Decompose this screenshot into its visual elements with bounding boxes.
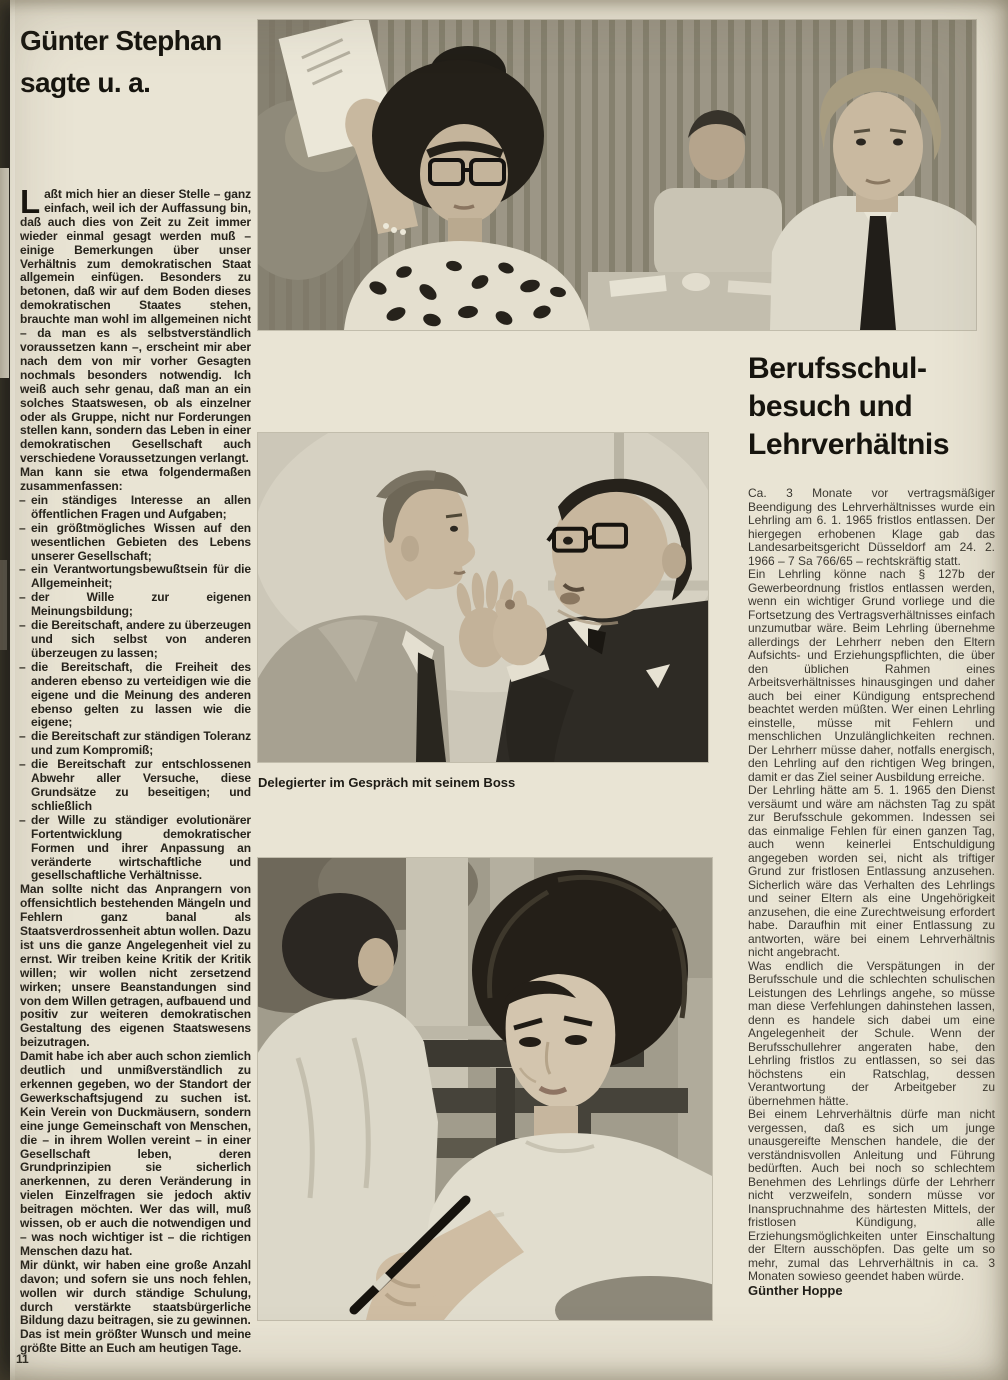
photo-conference-audience	[258, 20, 976, 330]
page-number: 11	[16, 1352, 29, 1366]
paragraph: Damit habe ich aber auch schon ziemlich deutlich und unmißverständlich zu erkennen gegeben, wo der Standort der Gewerkschaftsjugend zu suchen ist. Kein Verein von Duckmäusern, sondern eine junge Gemeinschaft von Menschen, die – in ihrem Wollen vereint – in einer Gesellschaft leben, deren Grundprinzipien sie sicherlich anerkennen, zu deren Veränderung in vielen Einzelfragen sie jedoch aktiv beitragen möchten. Wer das will, muß wissen, ob er auch die notwendigen und – was noch wichtiger ist – die richtigen Menschen dazu hat.	[20, 1049, 251, 1258]
page-gutter	[10, 0, 15, 1380]
paragraph: Man sollte nicht das Anprangern von offensichtlich bestehenden Mängeln und Fehlern ganz banal als Staatsverdrossenheit abtun wollen. Dazu ist uns die ganze Angelegenheit viel zu ernst. Wir treiben keine Kritik der Kritik willen; wir wollen nicht zersetzend wirken; unsere Beanstandungen sind von dem Willen getragen, aufbauend und positiv zur weiteren demokratischen Gestaltung des eigenen Staatswesens beizutragen.	[20, 882, 251, 1050]
previous-page-fragment	[0, 168, 9, 378]
left-article-title	[20, 20, 255, 104]
photo-woman-taking-notes-image	[258, 858, 712, 1320]
list-item: – der Wille zu ständiger evolutionärer Fortentwicklung demokratischer Formen und ihrer Anpassung an veränderte wirtschaftliche und gesellschaftliche Verhältnisse.	[20, 814, 251, 884]
photo-caption: Delegierter im Gespräch mit seinem Boss	[258, 775, 516, 790]
list-item: – die Bereitschaft zur ständigen Toleranz und zum Kompromiß;	[20, 730, 251, 758]
photo-conference-audience-image	[258, 20, 976, 330]
author-signature: Günther Hoppe	[748, 1282, 843, 1298]
left-article-title-line1: Günter Stephan	[20, 25, 222, 56]
paragraph: Mir dünkt, wir haben eine große Anzahl davon; und sofern sie uns noch fehlen, wollen wir durch ständige Schulung, durch verstärkte staatsbürgerliche Bildung dazu beitragen, sie zu gewinnen.	[20, 1257, 251, 1328]
list-item: – ein ständiges Interesse an allen öffentlichen Fragen und Aufgaben;	[20, 494, 251, 522]
list-item: – ein Verantwortungsbewußtsein für die Allgemeinheit;	[20, 563, 251, 591]
paragraph: Bei einem Lehrverhältnis dürfe man nicht vergessen, daß es sich um junge unausgereifte Menschen handele, die der verständnisvollen Anleitung und Führung bedürften. Auch bei noch so schlechtem Benehmen des Lehrlings dürfe der Lehrherr nicht verzweifeln, sondern müsse vor Inanspruchnahme des härtesten Mittels, der fristlosen Kündigung, alle Erziehungsmöglichkeiten unter Einschaltung der Eltern ausschöpfen. Das gelte um so mehr, zumal das Lehrverhältnis in ca. 3 Monaten sowieso geendet haben würde.	[748, 1107, 995, 1283]
right-article-title-line3: Lehrverhältnis	[748, 428, 950, 461]
paragraph: Was endlich die Verspätungen in der Berufsschule und die schlechten schulischen Leistungen des Lehrlings angehe, so müsse man diese Verfehlungen dahinstehen lassen, denn es handele sich dabei um eine Angelegenheit der Schule. Wenn der Berufsschullehrer angeraten habe, den Lehrling fristlos zu entlassen, so sei das höchstens ein Ratschlag, dessen Verantwortung der Arbeitgeber zu übernehmen hätte.	[748, 958, 995, 1108]
right-article-title	[748, 350, 998, 464]
list-item: – die Bereitschaft, andere zu überzeugen und sich selbst von anderen überzeugen zu lassen;	[20, 619, 251, 661]
right-article-title-line1: Berufsschul-	[748, 352, 927, 385]
summary-lead: Man kann sie etwa folgendermaßen zusammenfassen:	[20, 465, 251, 494]
left-article-body	[20, 183, 251, 1356]
right-article-title-line2: besuch und	[748, 390, 913, 423]
paragraph: Ein Lehrling könne nach § 127b der Gewerbeordnung fristlos entlassen werden, wenn ein wichtiger Grund vorliege und die Fortsetzung des Vertragsverhältnisses einfach unzumutbar wäre. Beim Lehrling übernehme allerdings der Lehrherr neben den Eltern Aufsichts- und Erziehungspflichten, die über den üblichen Rahmen eines Arbeitsverhältnisses hinausgingen und daher auch bei einer Kündigung entsprechend beachtet werden müßten. Wer einen Lehrling einstelle, müsse mit Fehlern und menschlichen Unzulänglichkeiten rechnen. Der Lehrherr müsse daher, notfalls energisch, den Lehrling auf den richtigen Weg bringen, damit er das Ziel seiner Ausbildung erreiche.	[748, 567, 995, 784]
paragraph: Der Lehrling hätte am 5. 1. 1965 den Dienst versäumt und wäre am nächsten Tag zu spät zur Berufsschule gekommen. Indessen sei das einmalige Fehlen für einen ganzen Tag, auch wenn keinerlei Entschuldigung angegeben worden sei, nicht als triftiger Grund zur fristlosen Entlassung anzusehen. Sicherlich wäre das Verhalten des Lehrlings und seiner Eltern als eine Ungehörigkeit anzusehen, die eine Zurechtweisung erfordert habe. Daraufhin mit einer Entlassung zu antworten, wäre bei einem Lehrverhältnis nicht angebracht.	[748, 783, 995, 959]
intro-text: aßt mich hier an dieser Stelle – ganz einfach, weil ich der Auffassung bin, daß auch dies von Zeit zu Zeit immer wieder einmal gesagt werden muß – einige Bemerkungen über unser Verhältnis zum demokratischen Staat allgemein einfügen. Besonders zu betonen, daß wir auf dem Boden dieses demokratischen Staates stehen, brauchte man wohl im allgemeinen nicht – da man es als selbstverständlich voraussetzen kann –, erscheint mir aber nach dem von mir vorher Gesagten nochmals besonders notwendig. Ich weiß auch sehr genau, daß man an ein solches Staatswesen, ob als einzelner oder als Gruppe, nicht nur Forderungen stellen kann, sondern das Leben in einer demokratischen Gesellschaft auch verschiedene Voraussetzungen verlangt.	[20, 187, 251, 466]
paragraph: Ca. 3 Monate vor vertragsmäßiger Beendigung des Lehrverhältnisses wurde ein Lehrling am 6. 1. 1965 fristlos entlassen. Der hiergegen erhobenen Klage gab das Landesarbeitsgericht Düsseldorf am 24. 2. 1966 – 7 Sa 766/65 – rechtskräftig statt.	[748, 486, 995, 568]
list-item: – ein größtmögliches Wissen auf den wesentlichen Gebieten des Lebens unserer Gesellschaft;	[20, 522, 251, 564]
list-item: – der Wille zur eigenen Meinungsbildung;	[20, 591, 251, 619]
list-item: – die Bereitschaft, die Freiheit des anderen ebenso zu verteidigen wie die eigene und die Meinung des anderen ebenso gelten zu lassen wie die eigene;	[20, 661, 251, 731]
right-article-body	[748, 487, 995, 1297]
left-article-title-line2: sagte u. a.	[20, 67, 151, 98]
previous-page-fragment	[0, 560, 7, 650]
intro-paragraph	[20, 183, 251, 466]
photo-delegate-and-boss-image	[258, 433, 708, 762]
drop-cap: L	[20, 183, 41, 220]
photo-woman-taking-notes	[258, 858, 712, 1320]
list-item: – die Bereitschaft zur entschlossenen Abwehr aller Versuche, diese Grundsätze zu beseitigen; und schließlich	[20, 758, 251, 814]
paragraph: Das ist mein größter Wunsch und meine größte Bitte an Euch am heutigen Tage.	[20, 1327, 251, 1356]
photo-delegate-and-boss	[258, 433, 708, 762]
